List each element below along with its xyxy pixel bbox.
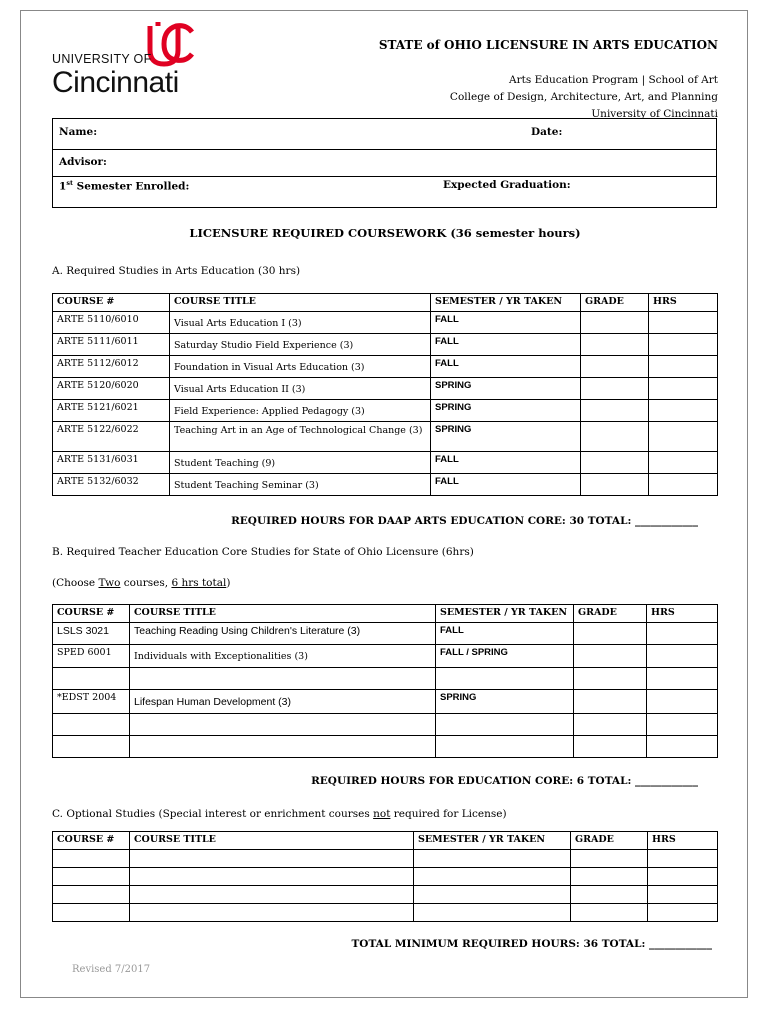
- semester-cell[interactable]: SPRING: [431, 378, 581, 400]
- grade-cell[interactable]: [581, 474, 649, 496]
- col-course: COURSE #: [53, 832, 130, 850]
- col-semester: SEMESTER / YR TAKEN: [436, 605, 574, 623]
- semester-cell[interactable]: SPRING: [431, 400, 581, 422]
- table-row: [53, 474, 718, 496]
- course-title: Student Teaching (9): [170, 452, 431, 474]
- grade-cell[interactable]: [574, 645, 647, 668]
- table-row: [53, 690, 718, 714]
- grade-cell[interactable]: [581, 452, 649, 474]
- course-number: LSLS 3021: [53, 623, 130, 645]
- university-logo: [52, 22, 222, 102]
- hrs-cell[interactable]: [649, 334, 718, 356]
- course-number: *EDST 2004: [53, 690, 130, 714]
- hrs-cell[interactable]: [649, 356, 718, 378]
- grade-cell[interactable]: [581, 422, 649, 452]
- section-c-post: required for License): [390, 808, 507, 820]
- grade-cell[interactable]: [574, 623, 647, 645]
- table-row: [53, 623, 718, 645]
- table-row-empty: [53, 850, 718, 868]
- grade-cell[interactable]: [581, 334, 649, 356]
- course-title: Individuals with Exceptionalities (3): [130, 645, 436, 668]
- hrs-cell[interactable]: [649, 400, 718, 422]
- section-b-choose: [52, 577, 230, 589]
- choose-post: ): [226, 577, 231, 589]
- grade-cell[interactable]: [581, 400, 649, 422]
- course-title: Teaching Art in an Age of Technological Change (3): [170, 422, 431, 452]
- col-grade: GRADE: [571, 832, 648, 850]
- course-number: ARTE 5112/6012: [53, 356, 170, 378]
- program-info: [450, 72, 718, 123]
- logo-university-of: UNIVERSITY OF: [52, 52, 152, 66]
- table-row-empty: [53, 886, 718, 904]
- course-number: ARTE 5111/6011: [53, 334, 170, 356]
- course-title: Saturday Studio Field Experience (3): [170, 334, 431, 356]
- col-title: COURSE TITLE: [130, 832, 414, 850]
- table-row: [53, 378, 718, 400]
- course-number: ARTE 5110/6010: [53, 312, 170, 334]
- section-c-table: [52, 831, 718, 922]
- course-number: ARTE 5131/6031: [53, 452, 170, 474]
- table-row-empty: [53, 736, 718, 758]
- course-number: ARTE 5122/6022: [53, 422, 170, 452]
- course-number: SPED 6001: [53, 645, 130, 668]
- first-sem-label: Semester Enrolled:: [72, 180, 190, 193]
- grade-cell[interactable]: [581, 312, 649, 334]
- choose-pre: (Choose: [52, 577, 99, 589]
- table-header-row: [53, 605, 718, 623]
- hrs-cell[interactable]: [649, 452, 718, 474]
- student-info-box: [52, 118, 717, 208]
- info-row-semester: [53, 176, 716, 207]
- table-row-empty: [53, 714, 718, 736]
- info-row-advisor: [53, 149, 716, 177]
- grade-cell[interactable]: [581, 378, 649, 400]
- program-line: Arts Education Program | School of Art: [509, 74, 718, 86]
- logo-cincinnati: Cincinnati: [52, 66, 179, 99]
- semester-cell[interactable]: FALL: [431, 312, 581, 334]
- section-c-heading: [52, 808, 507, 820]
- choose-mid: courses,: [120, 577, 172, 589]
- table-row: [53, 312, 718, 334]
- table-row: [53, 452, 718, 474]
- grade-cell[interactable]: [574, 690, 647, 714]
- hrs-cell[interactable]: [649, 474, 718, 496]
- course-number: ARTE 5121/6021: [53, 400, 170, 422]
- expected-graduation-field[interactable]: Expected Graduation:: [443, 179, 571, 191]
- info-row-name: [53, 119, 716, 150]
- col-hrs: HRS: [649, 294, 718, 312]
- col-title: COURSE TITLE: [130, 605, 436, 623]
- course-number: ARTE 5120/6020: [53, 378, 170, 400]
- advisor-field[interactable]: Advisor:: [59, 156, 107, 168]
- col-semester: SEMESTER / YR TAKEN: [414, 832, 571, 850]
- course-title: Visual Arts Education I (3): [170, 312, 431, 334]
- section-a-table: [52, 293, 718, 496]
- page-title: STATE of OHIO LICENSURE IN ARTS EDUCATION: [378, 38, 718, 52]
- table-row-empty: [53, 868, 718, 886]
- section-b-heading: B. Required Teacher Education Core Studies for State of Ohio Licensure (6hrs): [52, 546, 474, 558]
- section-a-heading: A. Required Studies in Arts Education (30 hrs): [52, 265, 301, 277]
- col-hrs: HRS: [648, 832, 718, 850]
- grade-cell[interactable]: [581, 356, 649, 378]
- college-line: College of Design, Architecture, Art, and Planning: [449, 91, 718, 103]
- choose-hrs: 6 hrs total: [171, 577, 227, 589]
- semester-cell[interactable]: FALL: [431, 356, 581, 378]
- first-sem-num: 1: [59, 180, 67, 193]
- section-c-pre: C. Optional Studies (Special interest or enrichment courses: [52, 808, 374, 820]
- semester-cell[interactable]: FALL: [431, 452, 581, 474]
- section-a-total[interactable]: REQUIRED HOURS FOR DAAP ARTS EDUCATION CORE: 30 TOTAL: ____________: [231, 515, 698, 527]
- choose-two: Two: [98, 577, 121, 589]
- table-row: [53, 334, 718, 356]
- col-course: COURSE #: [53, 605, 130, 623]
- table-header-row: [53, 294, 718, 312]
- first-semester-field[interactable]: [59, 179, 189, 193]
- semester-cell[interactable]: FALL: [431, 474, 581, 496]
- col-course: COURSE #: [53, 294, 170, 312]
- hrs-cell[interactable]: [649, 378, 718, 400]
- table-header-row: [53, 832, 718, 850]
- col-hrs: HRS: [647, 605, 718, 623]
- hrs-cell[interactable]: [647, 623, 718, 645]
- course-title: Visual Arts Education II (3): [170, 378, 431, 400]
- section-b-table: [52, 604, 718, 758]
- date-field[interactable]: Date:: [531, 126, 563, 138]
- hrs-cell[interactable]: [647, 690, 718, 714]
- col-title: COURSE TITLE: [170, 294, 431, 312]
- course-number: ARTE 5132/6032: [53, 474, 170, 496]
- semester-cell[interactable]: FALL / SPRING: [436, 645, 574, 668]
- semester-cell[interactable]: FALL: [436, 623, 574, 645]
- semester-cell[interactable]: SPRING: [436, 690, 574, 714]
- course-title: Field Experience: Applied Pedagogy (3): [170, 400, 431, 422]
- hrs-cell[interactable]: [649, 312, 718, 334]
- semester-cell[interactable]: FALL: [431, 334, 581, 356]
- col-grade: GRADE: [574, 605, 647, 623]
- table-row: [53, 400, 718, 422]
- grand-total[interactable]: TOTAL MINIMUM REQUIRED HOURS: 36 TOTAL: ____________: [351, 938, 712, 950]
- course-title: Student Teaching Seminar (3): [170, 474, 431, 496]
- course-title: Teaching Reading Using Children's Literature (3): [130, 623, 436, 645]
- table-row-empty: [53, 904, 718, 922]
- course-title: Foundation in Visual Arts Education (3): [170, 356, 431, 378]
- table-row: [53, 356, 718, 378]
- col-semester: SEMESTER / YR TAKEN: [431, 294, 581, 312]
- hrs-cell[interactable]: [649, 422, 718, 452]
- first-sem-sup: st: [66, 179, 73, 187]
- name-field[interactable]: Name:: [59, 126, 98, 138]
- col-grade: GRADE: [581, 294, 649, 312]
- table-row-empty: [53, 668, 718, 690]
- table-row: [53, 645, 718, 668]
- table-row: [53, 422, 718, 452]
- revised-date: Revised 7/2017: [72, 964, 151, 975]
- hrs-cell[interactable]: [647, 645, 718, 668]
- semester-cell[interactable]: SPRING: [431, 422, 581, 452]
- university-line: University of Cincinnati: [591, 108, 718, 120]
- course-title: Lifespan Human Development (3): [130, 690, 436, 714]
- section-b-total[interactable]: REQUIRED HOURS FOR EDUCATION CORE: 6 TOTAL: ____________: [311, 775, 698, 787]
- main-heading: LICENSURE REQUIRED COURSEWORK (36 semester hours): [189, 226, 581, 240]
- section-c-not: not: [373, 808, 391, 820]
